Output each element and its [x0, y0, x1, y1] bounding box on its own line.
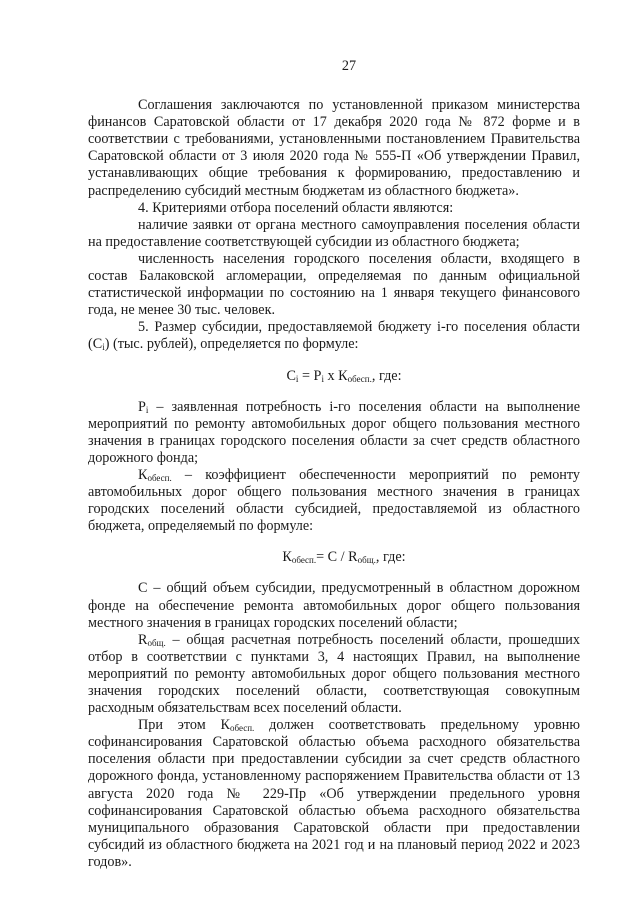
page-number: 27 [341, 58, 357, 74]
formula-coefficient: $К_{обесп.}= С / R_{общ.}$, где: [282, 549, 406, 566]
paragraph-criteria-application: наличие заявки от органа местного самоуправления поселения области на предоставление соответствующей субсидии из областного бюджета; [88, 216, 580, 250]
paragraph-criteria-heading: 4. Критериями отбора поселений области являются: [138, 199, 454, 216]
paragraph-def-k: $К_{обесп.}$ – коэффициент обеспеченности мероприятий по ремонту автомобильных дорог общего пользования местного значения в границах городских поселений области субсидией, предоставляемой из областного бюджета, определяемый по формуле: [88, 466, 580, 535]
formula-subsidy: $С_i = Р_i$ х $К_{обесп.}$, где: [286, 367, 402, 384]
paragraph-criteria-population: численность населения городского поселения области, входящего в состав Балаковской агломерации, определяемая по данным официальной статистической информации по состоянию на 1 января текущего финансового года, не менее 30 тыс. человек. [88, 250, 580, 319]
paragraph-cofinancing: При этом $К_{обесп.}$ должен соответствовать предельному уровню софинансирования Саратовской областью объема расходного обязательства поселения области при предоставлении субсидии за счет средств областного дорожного фонда, установленному распоряжением Правительства области от 13 августа 2020 года № 229-Пр «Об утверждении предельного уровня софинансирования Саратовской областью объема расходного обязательства муниципального образования Саратовской области при предоставлении субсидий из областного бюджета на 2021 год и на плановый период 2022 и 2023 годов». [88, 717, 580, 870]
paragraph-subsidy-size: 5. Размер субсидии, предоставляемой бюджету i-го поселения области $(С_i)$ (тыс. рублей), определяется по формуле: [88, 319, 580, 353]
paragraph-def-p: $Р_i$ – заявленная потребность i-го поселения области на выполнение мероприятий по ремонту автомобильных дорог общего пользования местного значения в границах городского поселения области за счет средств областного дорожного фонда; [88, 398, 580, 466]
paragraph-def-c: С – общий объем субсидии, предусмотренный в областном дорожном фонде на обеспечение ремонта автомобильных дорог общего пользования местного значения в границах городских поселений области; [88, 580, 580, 631]
paragraph-agreement: Соглашения заключаются по установленной приказом министерства финансов Саратовской области от 17 декабря 2020 года № 872 форме и в соответствии с требованиями, установленными постановлением Правительства Саратовской области от 3 июля 2020 года № 555-П «Об утверждении Правил, устанавливающих общие требования к формированию, предоставлению и распределению субсидий местным бюджетам из областного бюджета». [88, 97, 580, 199]
paragraph-def-r: $R_{общ.}$ – общая расчетная потребность поселений области, прошедших отбор в соответствии с пунктами 3, 4 настоящих Правил, на выполнение мероприятий по ремонту автомобильных дорог общего пользования местного значения городских поселений области, соответствующая совокупным расходным обязательствам всех поселений области. [88, 631, 580, 717]
